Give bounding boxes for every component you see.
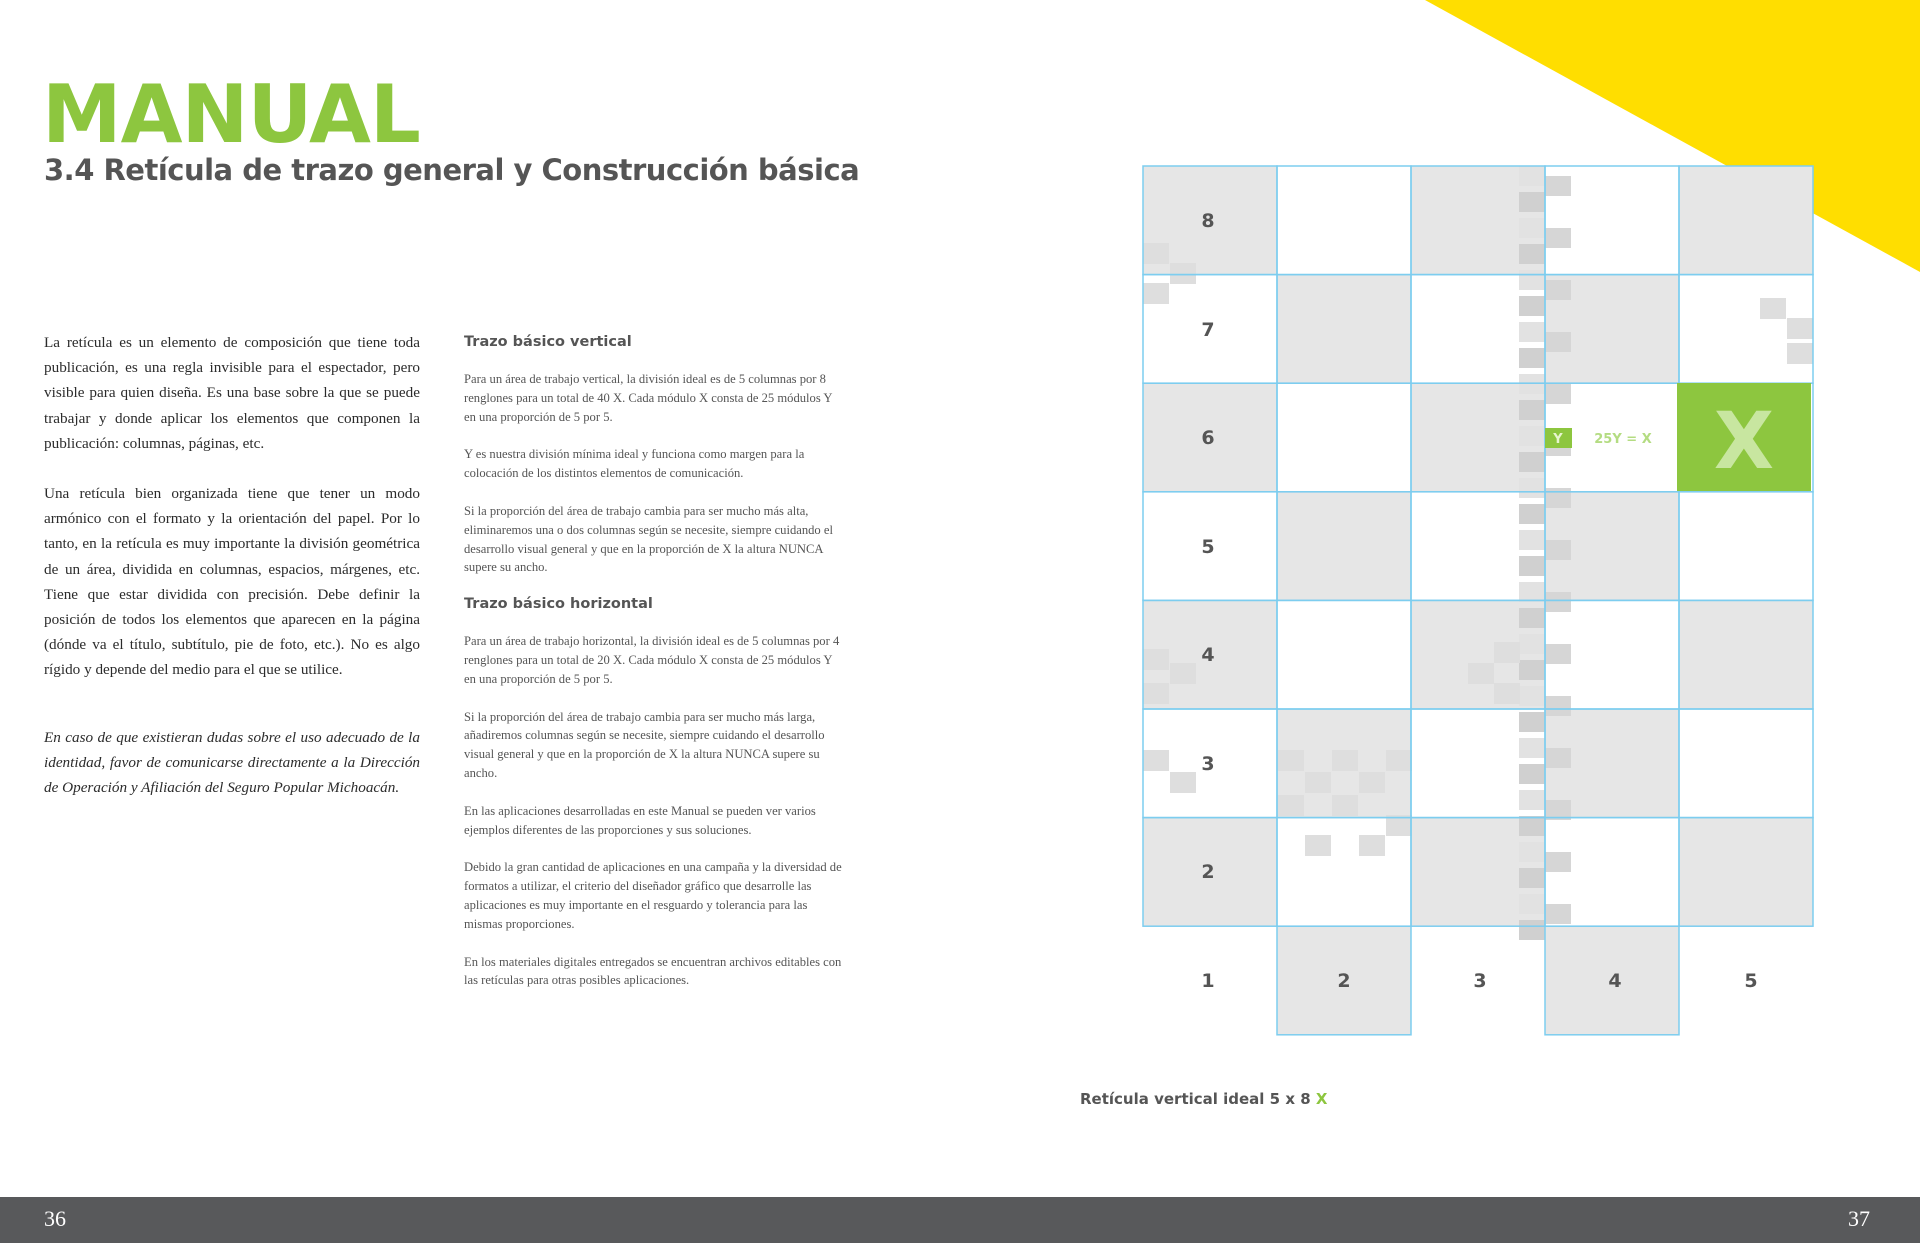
grid-cell-outline bbox=[1277, 166, 1411, 275]
y-check-module bbox=[1359, 772, 1385, 793]
y-strip-module bbox=[1519, 790, 1545, 810]
y-strip-module bbox=[1545, 228, 1571, 248]
y-strip-module bbox=[1519, 842, 1545, 862]
grid-cell-outline bbox=[1679, 709, 1813, 818]
y-strip-module bbox=[1545, 176, 1571, 196]
row-label-5: 5 bbox=[1201, 536, 1215, 558]
y-check-module bbox=[1170, 772, 1196, 793]
y-strip-module bbox=[1519, 712, 1545, 732]
page-number-right: 37 bbox=[1848, 1206, 1870, 1231]
y-check-module bbox=[1494, 683, 1520, 704]
page-title: MANUAL bbox=[42, 68, 420, 161]
y-strip-module bbox=[1545, 384, 1571, 404]
vertical-paragraph-2: Y es nuestra división mínima ideal y funciona como margen para la colocación de los distintos elementos de comunicación. bbox=[464, 447, 805, 481]
y-strip-module bbox=[1519, 478, 1545, 498]
column-label-5: 5 bbox=[1744, 970, 1758, 992]
row-label-4: 4 bbox=[1201, 644, 1215, 666]
y-strip-module bbox=[1519, 608, 1545, 628]
y-strip-module bbox=[1519, 764, 1545, 784]
y-check-module bbox=[1494, 642, 1520, 663]
y-check-module bbox=[1305, 772, 1331, 793]
y-check-module bbox=[1787, 343, 1813, 364]
horizontal-paragraph-2: Si la proporción del área de trabajo cambia para ser mucho más larga, añadiremos columnas según se necesite, siempre cuidando el desarrollo visual general y que en la proporción de X la altura NUNCA supere su ancho. bbox=[464, 709, 825, 780]
vertical-heading: Trazo básico vertical bbox=[464, 334, 632, 350]
y-check-module bbox=[1143, 243, 1169, 264]
y-strip-module bbox=[1545, 644, 1571, 664]
y-strip-module bbox=[1519, 920, 1545, 940]
y-strip-module bbox=[1519, 218, 1545, 238]
horizontal-paragraph-5: En los materiales digitales entregados se encuentran archivos editables con las retículas para otras posibles aplicaciones. bbox=[464, 954, 842, 988]
y-check-module bbox=[1143, 750, 1169, 771]
y-strip-module bbox=[1519, 894, 1545, 914]
grid-cell bbox=[1679, 166, 1813, 275]
module-formula: 25Y = X bbox=[1594, 432, 1652, 447]
y-strip-module bbox=[1519, 530, 1545, 550]
y-check-module bbox=[1170, 263, 1196, 284]
y-strip-module bbox=[1545, 904, 1571, 924]
y-strip-module bbox=[1545, 852, 1571, 872]
column-label-2: 2 bbox=[1337, 970, 1351, 992]
y-strip-module bbox=[1545, 592, 1571, 612]
grid-caption bbox=[1080, 1090, 1327, 1108]
grid-cell bbox=[1679, 600, 1813, 709]
y-strip-module bbox=[1519, 504, 1545, 524]
y-check-module bbox=[1332, 750, 1358, 771]
contact-note: En caso de que existieran dudas sobre el uso adecuado de la identidad, favor de comunicarse directamente a la Dirección de Operación y Afiliación del Seguro Popular Michoacán. bbox=[44, 728, 420, 797]
grid-cell bbox=[1679, 818, 1813, 927]
y-strip-module bbox=[1519, 452, 1545, 472]
x-module-label: X bbox=[1713, 397, 1775, 487]
grid-caption-text: Retícula vertical ideal 5 x 8 bbox=[1080, 1090, 1311, 1108]
y-strip-module bbox=[1519, 686, 1545, 706]
grid-caption-mark: X bbox=[1315, 1090, 1328, 1108]
y-strip-module bbox=[1545, 488, 1571, 508]
y-strip-module bbox=[1545, 540, 1571, 560]
y-strip-module bbox=[1545, 332, 1571, 352]
grid-cell-outline bbox=[1277, 600, 1411, 709]
column-label-3: 3 bbox=[1473, 970, 1487, 992]
horizontal-paragraph-4: Debido la gran cantidad de aplicaciones en una campaña y la diversidad de formatos a utilizar, el criterio del diseñador gráfico que desarrolle las aplicaciones es muy importante en el resguardo y tolerancia para las mismas proporciones. bbox=[464, 860, 842, 931]
y-strip-module bbox=[1519, 296, 1545, 316]
intro-paragraph-1: La retícula es un elemento de composición que tiene toda publicación, es una regla invisible para el espectador, pero visible para quien diseña. Es una base sobre la que se puede trabajar y donde aplicar los elementos que componen la publicación: columnas, páginas, etc. bbox=[44, 334, 420, 452]
row-label-8: 8 bbox=[1201, 210, 1215, 232]
horizontal-heading: Trazo básico horizontal bbox=[464, 596, 653, 613]
column-label-4: 4 bbox=[1608, 970, 1622, 992]
grid-cell-outline bbox=[1679, 492, 1813, 601]
y-check-module bbox=[1305, 835, 1331, 856]
x-module bbox=[1677, 383, 1811, 491]
row-label-6: 6 bbox=[1201, 427, 1215, 449]
y-strip-module bbox=[1519, 400, 1545, 420]
horizontal-paragraph-1: Para un área de trabajo horizontal, la división ideal es de 5 columnas por 4 renglones para un total de 20 X. Cada módulo X consta de 25 módulos Y en una proporción de 5 por 5. bbox=[464, 634, 840, 686]
footer-bar bbox=[0, 1197, 1920, 1243]
section-subtitle: 3.4 Retícula de trazo general y Construcción básica bbox=[44, 153, 860, 187]
y-check-module bbox=[1332, 795, 1358, 816]
y-strip-module bbox=[1519, 426, 1545, 446]
y-check-module bbox=[1359, 835, 1385, 856]
vertical-paragraph-1: Para un área de trabajo vertical, la división ideal es de 5 columnas por 8 renglones para un total de 40 X. Cada módulo X consta de 25 módulos Y en una proporción de 5 por 5. bbox=[464, 372, 833, 424]
row-label-2: 2 bbox=[1201, 861, 1215, 883]
vertical-paragraph-3: Si la proporción del área de trabajo cambia para ser mucho más alta, eliminaremos una o dos columnas según se necesite, siempre cuidando el desarrollo visual general y que en la proporción de X la altura NUNCA supere su ancho. bbox=[464, 503, 833, 575]
y-strip-module bbox=[1519, 348, 1545, 368]
y-strip-module bbox=[1519, 322, 1545, 342]
y-strip-module bbox=[1519, 868, 1545, 888]
y-check-module bbox=[1787, 318, 1813, 339]
y-strip-module bbox=[1519, 556, 1545, 576]
column-label-1: 1 bbox=[1201, 970, 1215, 992]
y-strip-module bbox=[1545, 696, 1571, 716]
grid-cell bbox=[1277, 492, 1411, 601]
y-check-module bbox=[1760, 298, 1786, 319]
y-strip-module bbox=[1519, 270, 1545, 290]
grid-cell bbox=[1277, 275, 1411, 384]
y-strip-module bbox=[1519, 660, 1545, 680]
y-check-module bbox=[1143, 683, 1169, 704]
row-label-7: 7 bbox=[1201, 319, 1215, 341]
y-check-module bbox=[1278, 795, 1304, 816]
y-strip-module bbox=[1545, 280, 1571, 300]
y-strip-module bbox=[1519, 582, 1545, 602]
y-check-module bbox=[1468, 663, 1494, 684]
y-strip-module bbox=[1519, 192, 1545, 212]
row-label-3: 3 bbox=[1201, 753, 1215, 775]
y-strip-module bbox=[1519, 738, 1545, 758]
page-number-left: 36 bbox=[44, 1206, 66, 1231]
grid-cell-outline bbox=[1277, 383, 1411, 492]
horizontal-paragraph-3: En las aplicaciones desarrolladas en este Manual se pueden ver varios ejemplos diferentes de las proporciones y sus soluciones. bbox=[464, 803, 816, 837]
y-strip-module bbox=[1519, 244, 1545, 264]
y-strip-module bbox=[1519, 374, 1545, 394]
y-check-module bbox=[1278, 750, 1304, 771]
y-check-module bbox=[1143, 649, 1169, 670]
y-strip-module bbox=[1519, 166, 1545, 186]
intro-paragraph-2: Una retícula bien organizada tiene que tener un modo armónico con el formato y la orientación del papel. Por lo tanto, en la retícula es muy importante la división geométrica de un área, dividida en columnas, espacios, márgenes, etc. Tiene que estar dividida con precisión. Debe definir la posición de todos los elementos que aparecen en la página (dónde va el título, subtítulo, pie de foto, etc.). No es algo rígido y depende del medio para el que se utilice. bbox=[44, 485, 420, 679]
y-strip-module bbox=[1519, 816, 1545, 836]
y-module-label: Y bbox=[1553, 432, 1563, 447]
y-check-module bbox=[1386, 750, 1412, 771]
y-check-module bbox=[1143, 283, 1169, 304]
y-strip-module bbox=[1545, 748, 1571, 768]
y-strip-module bbox=[1519, 634, 1545, 654]
y-check-module bbox=[1170, 663, 1196, 684]
